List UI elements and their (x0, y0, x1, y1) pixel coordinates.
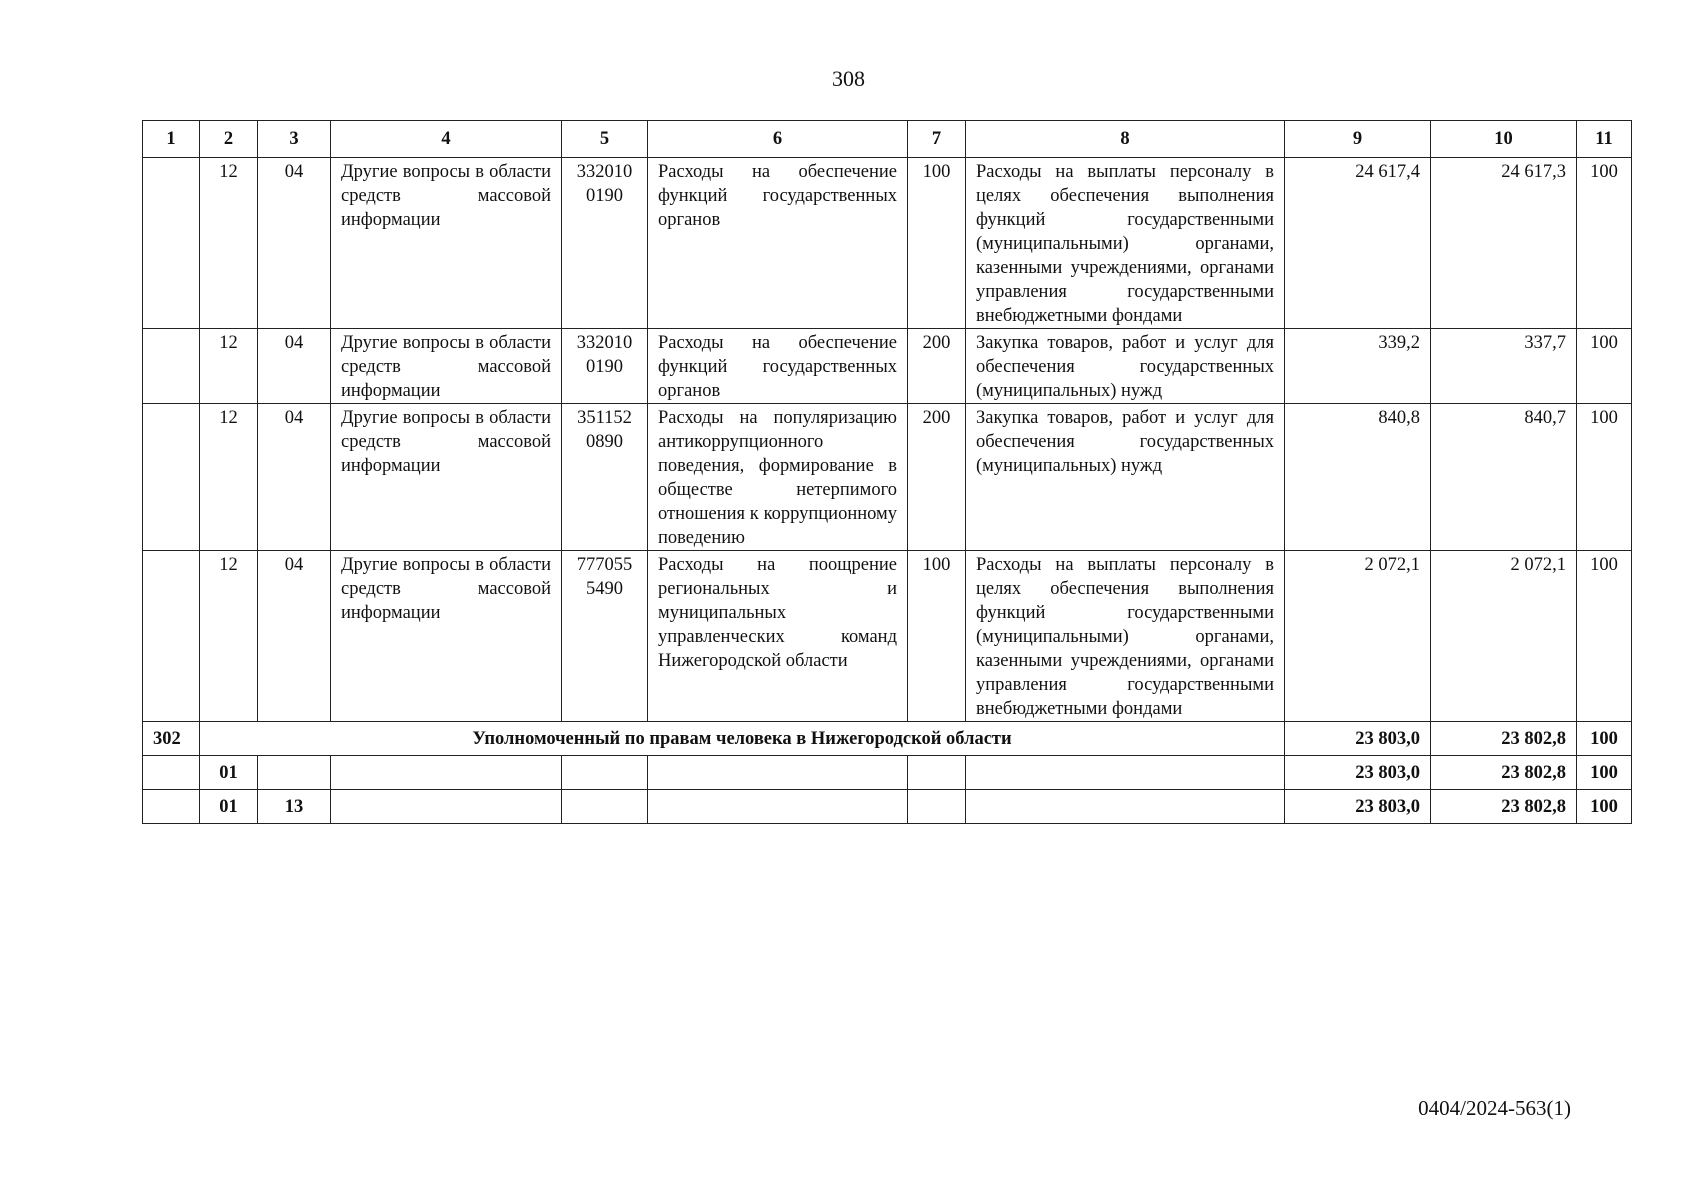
cell-target-article: 351152 0890 (562, 404, 648, 551)
org-name: Уполномоченный по правам человека в Нижегородской области (200, 722, 1285, 756)
cell-article-name: Расходы на обеспечение функций государственных органов (648, 329, 908, 404)
column-number: 4 (331, 121, 562, 158)
cell-subsection: 04 (258, 551, 331, 722)
cell-code (143, 158, 200, 329)
column-number: 1 (143, 121, 200, 158)
cell-expense-type: 100 (908, 551, 966, 722)
cell-section: 12 (200, 158, 258, 329)
cell-expense-name (966, 756, 1285, 790)
cell-planned: 23 803,0 (1285, 790, 1431, 824)
cell-subsection: 04 (258, 158, 331, 329)
cell-expense-type (908, 756, 966, 790)
table-row (143, 329, 1632, 404)
cell-article-name (648, 790, 908, 824)
cell-target-article (562, 756, 648, 790)
budget-table (142, 120, 1632, 824)
column-number: 2 (200, 121, 258, 158)
cell-expense-name: Закупка товаров, работ и услуг для обеспечения государственных (муниципальных) нужд (966, 329, 1285, 404)
cell-percent: 100 (1577, 551, 1632, 722)
column-number-header-row (143, 121, 1632, 158)
cell-executed: 2 072,1 (1431, 551, 1577, 722)
org-percent: 100 (1577, 722, 1632, 756)
cell-executed: 23 802,8 (1431, 790, 1577, 824)
cell-executed: 23 802,8 (1431, 756, 1577, 790)
cell-target-article (562, 790, 648, 824)
cell-section-name: Другие вопросы в области средств массовой информации (331, 158, 562, 329)
cell-section: 12 (200, 404, 258, 551)
cell-code (143, 790, 200, 824)
org-planned: 23 803,0 (1285, 722, 1431, 756)
cell-article-name (648, 756, 908, 790)
cell-percent: 100 (1577, 404, 1632, 551)
column-number: 5 (562, 121, 648, 158)
cell-subsection (258, 756, 331, 790)
org-executed: 23 802,8 (1431, 722, 1577, 756)
cell-percent: 100 (1577, 158, 1632, 329)
cell-expense-type: 100 (908, 158, 966, 329)
cell-expense-name: Расходы на выплаты персоналу в целях обеспечения выполнения функций государственными (муниципальными) органами, казенными учреждениями, органами управления государственными внебюджетными фондами (966, 551, 1285, 722)
column-number: 8 (966, 121, 1285, 158)
table-row (143, 158, 1632, 329)
cell-section-name (331, 756, 562, 790)
cell-code (143, 329, 200, 404)
cell-code (143, 404, 200, 551)
cell-percent: 100 (1577, 790, 1632, 824)
cell-expense-name (966, 790, 1285, 824)
cell-expense-type: 200 (908, 404, 966, 551)
cell-subsection: 04 (258, 404, 331, 551)
cell-target-article: 777055 5490 (562, 551, 648, 722)
table-row (143, 404, 1632, 551)
cell-planned: 24 617,4 (1285, 158, 1431, 329)
subsection-total-row (143, 790, 1632, 824)
cell-planned: 840,8 (1285, 404, 1431, 551)
cell-percent: 100 (1577, 329, 1632, 404)
column-number: 6 (648, 121, 908, 158)
cell-target-article: 332010 0190 (562, 329, 648, 404)
page-number: 308 (832, 66, 865, 91)
section-total-row (143, 756, 1632, 790)
cell-article-name: Расходы на популяризацию антикоррупционного поведения, формирование в обществе нетерпимого отношения к коррупционному поведению (648, 404, 908, 551)
cell-expense-name: Расходы на выплаты персоналу в целях обеспечения выполнения функций государственными (муниципальными) органами, казенными учреждениями, органами управления государственными внебюджетными фондами (966, 158, 1285, 329)
cell-planned: 2 072,1 (1285, 551, 1431, 722)
org-code: 302 (143, 722, 200, 756)
cell-expense-name: Закупка товаров, работ и услуг для обеспечения государственных (муниципальных) нужд (966, 404, 1285, 551)
cell-code (143, 756, 200, 790)
cell-code (143, 551, 200, 722)
cell-section: 12 (200, 551, 258, 722)
cell-section: 01 (200, 756, 258, 790)
cell-article-name: Расходы на обеспечение функций государственных органов (648, 158, 908, 329)
cell-section: 01 (200, 790, 258, 824)
cell-executed: 337,7 (1431, 329, 1577, 404)
cell-percent: 100 (1577, 756, 1632, 790)
table-row (143, 551, 1632, 722)
cell-section: 12 (200, 329, 258, 404)
cell-article-name: Расходы на поощрение региональных и муниципальных управленческих команд Нижегородской области (648, 551, 908, 722)
cell-subsection: 13 (258, 790, 331, 824)
column-number: 3 (258, 121, 331, 158)
cell-planned: 23 803,0 (1285, 756, 1431, 790)
column-number: 10 (1431, 121, 1577, 158)
cell-section-name: Другие вопросы в области средств массовой информации (331, 404, 562, 551)
column-number: 9 (1285, 121, 1431, 158)
document-code: 0404/2024-563(1) (1418, 1096, 1571, 1120)
cell-section-name: Другие вопросы в области средств массовой информации (331, 551, 562, 722)
cell-expense-type (908, 790, 966, 824)
organization-total-row (143, 722, 1632, 756)
cell-executed: 24 617,3 (1431, 158, 1577, 329)
cell-expense-type: 200 (908, 329, 966, 404)
column-number: 7 (908, 121, 966, 158)
cell-section-name (331, 790, 562, 824)
cell-target-article: 332010 0190 (562, 158, 648, 329)
cell-section-name: Другие вопросы в области средств массовой информации (331, 329, 562, 404)
cell-subsection: 04 (258, 329, 331, 404)
cell-planned: 339,2 (1285, 329, 1431, 404)
cell-executed: 840,7 (1431, 404, 1577, 551)
column-number: 11 (1577, 121, 1632, 158)
